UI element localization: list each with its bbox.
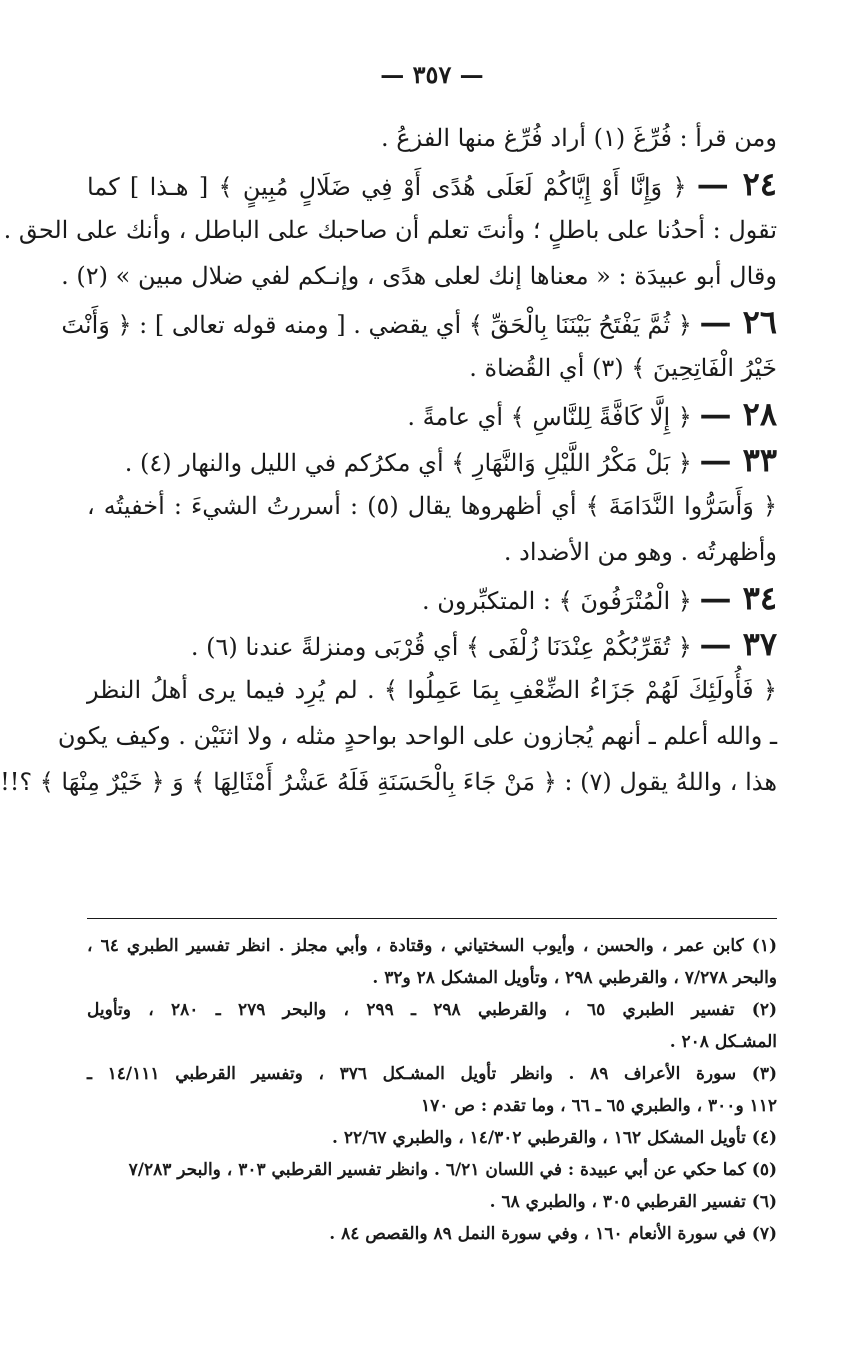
verse-number: ٣٣ —	[699, 441, 777, 479]
text-line-content: ﴿ فَأُولَئِكَ لَهُمْ جَزَاءُ الضِّعْفِ بِمَا عَمِلُوا ﴾ . لم يُرِد فيما يرى أهلُ النظر	[87, 676, 777, 704]
verse-number: ٣٧ —	[699, 625, 777, 663]
verse-line	[87, 395, 777, 445]
text-line	[87, 123, 777, 169]
footnote-line: والبحر ٧/٢٧٨ ، والقرطبي ٢٩٨ ، وتأويل المشكل ٢٨ و٣٢ .	[372, 968, 777, 988]
text-line	[87, 491, 777, 537]
text-line-content: ﴿ بَلْ مَكْرُ اللَّيْلِ وَالنَّهَارِ ﴾ أي مكرُكم في الليل والنهار (٤) .	[124, 449, 692, 477]
text-line	[3, 215, 777, 261]
verse-line	[87, 579, 777, 629]
footnote-line: (٤) تأويل المشكل ١٦٢ ، والقرطبي ١٤/٣٠٢ ، والطبري ٢٢/٦٧ .	[331, 1128, 777, 1148]
verse-number: ٢٤ —	[696, 165, 777, 203]
verse-line	[87, 441, 777, 491]
footnote-line: (٢) تفسير الطبري ٦٥ ، والقرطبي ٢٩٨ ـ ٢٩٩ ، والبحر ٢٧٩ ـ ٢٨٠ ، وتأويل	[87, 1000, 777, 1020]
text-line-content: وقال أبو عبيدَة : « معناها إنك لعلى هدًى ، وإنـكم لفي ضلال مبين » (٢) .	[61, 262, 777, 290]
text-line-content: ـ والله أعلم ـ أنهم يُجازون على الواحد بواحدٍ مثله ، ولا اثنَيْن . وكيف يكون	[57, 722, 777, 750]
footnote-line: (٣) سورة الأعراف ٨٩ . وانظر تأويل المشـكل ٣٧٦ ، وتفسير القرطبي ١٤/١١١ ـ	[87, 1064, 778, 1084]
text-line	[87, 675, 777, 721]
verse-line	[61, 303, 777, 353]
verse-number: ٢٦ —	[699, 303, 777, 341]
text-line-content: هذا ، واللهُ يقول (٧) : ﴿ مَنْ جَاءَ بِالْحَسَنَةِ فَلَهُ عَشْرُ أَمْثَالِهَا ﴾ وَ ﴿ خَيْرٌ مِنْهَا ﴾ ؟!!	[0, 768, 777, 796]
text-line	[61, 261, 777, 307]
footnote-line: ١١٢ و٣٠٠ ، والطبري ٦٥ ـ ٦٦ ، وما تقدم : ص ١٧٠	[421, 1096, 777, 1116]
text-line-content: ﴿ الْمُتْرَفُونَ ﴾ : المتكبِّرون .	[421, 587, 692, 615]
text-line	[57, 721, 777, 767]
text-line	[87, 537, 777, 583]
text-line	[0, 767, 777, 813]
text-line-content: ﴿ ثُمَّ يَفْتَحُ بَيْنَنَا بِالْحَقِّ ﴾ أي يقضي . [ ومنه قوله تعالى ] : ﴿ وَأَنْتَ	[61, 311, 692, 339]
main-text	[0, 123, 778, 813]
text-line-content: ومن قرأ : فُرِّغَ (١) أراد فُرِّغ منها الفزعُ .	[381, 124, 777, 152]
footnote-line: (١) كابن عمر ، والحسن ، وأيوب السختياني ، وقتادة ، وأبي مجلز . انظر تفسير الطبري ٦٤ ،	[87, 936, 777, 956]
verse-line	[87, 165, 777, 215]
footnote-line: (٧) في سورة الأنعام ١٦٠ ، وفي سورة النمل ٨٩ والقصص ٨٤ .	[329, 1224, 777, 1244]
verse-line	[87, 625, 777, 675]
footnote-line: (٦) تفسير القرطبي ٣٠٥ ، والطبري ٦٨ .	[489, 1192, 777, 1212]
footnotes	[87, 918, 777, 1255]
verse-number: ٣٤ —	[699, 579, 777, 617]
text-line-content: ﴿ وَإِنَّا أَوْ إِيَّاكُمْ لَعَلَى هُدًى أَوْ فِي ضَلَالٍ مُبِينٍ ﴾ [ هـذا ] كما	[87, 173, 687, 201]
text-line-content: ﴿ وَأَسَرُّوا النَّدَامَةَ ﴾ أي أظهروها يقال (٥) : أسررتُ الشيءَ : أخفيتُه ،	[87, 492, 778, 520]
footnote-divider	[87, 918, 777, 919]
footnote-line: (٥) كما حكي عن أبي عبيدة : في اللسان ٦/٢١ . وانظر تفسير القرطبي ٣٠٣ ، والبحر ٧/٢٨٣	[128, 1160, 777, 1180]
text-line-content: وأظهرتُه . وهو من الأضداد .	[503, 538, 777, 566]
text-line-content: تقول : أحدُنا على باطلٍ ؛ وأنتَ تعلم أن صاحبك على الباطل ، وأنك على الحق .	[3, 216, 777, 244]
footnote-line: المشـكل ٢٠٨ .	[669, 1032, 777, 1052]
verse-number: ٢٨ —	[699, 395, 777, 433]
text-line	[87, 353, 777, 399]
page-number: — ٣٥٧ —	[380, 60, 484, 89]
text-line-content: خَيْرُ الْفَاتِحِينَ ﴾ (٣) أي القُضاة .	[469, 354, 777, 382]
text-line-content: ﴿ إِلَّا كَافَّةً لِلنَّاسِ ﴾ أي عامةً .	[407, 403, 692, 431]
text-line-content: ﴿ تُقَرِّبُكُمْ عِنْدَنَا زُلْفَى ﴾ أي قُرْبَى ومنزلةً عندنا (٦) .	[190, 633, 692, 661]
